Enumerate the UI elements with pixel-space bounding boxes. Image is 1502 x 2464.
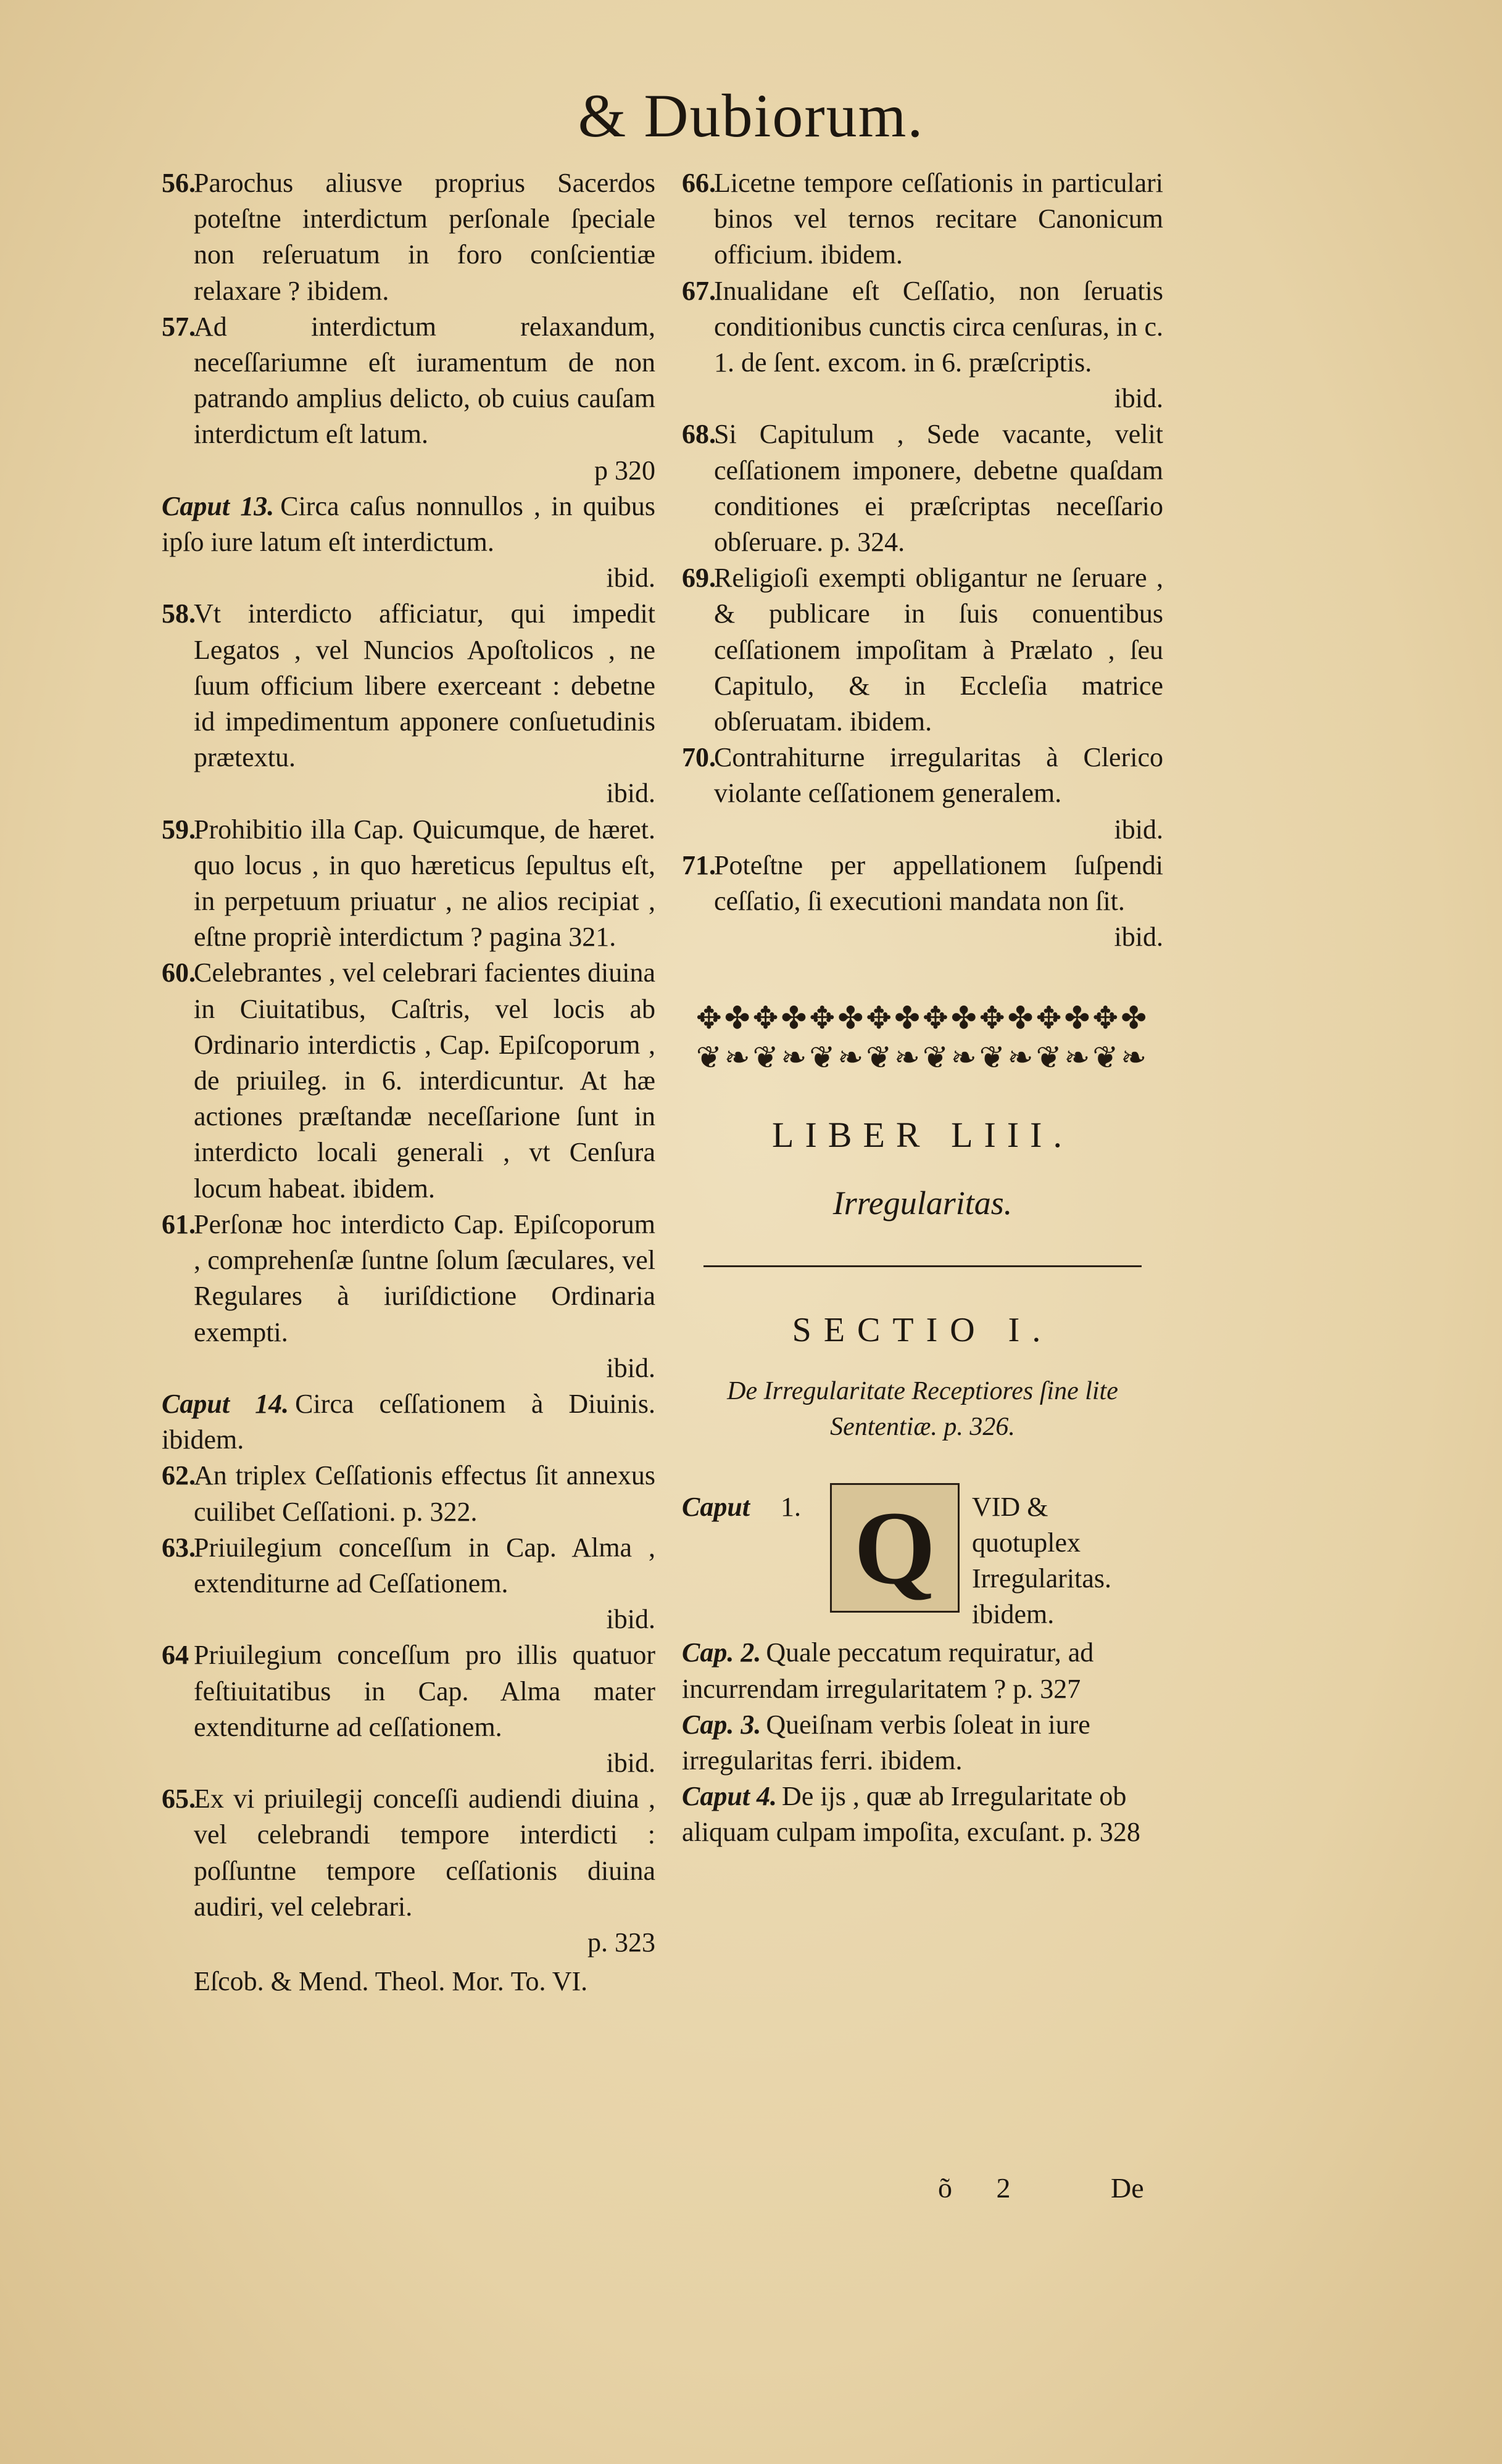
- horizontal-rule: [703, 1265, 1142, 1267]
- entry-number: 61.: [162, 1209, 196, 1239]
- index-entry: [162, 1637, 655, 1781]
- entry-text: An triplex Ceſſationis effectus ſit annexus cuilibet Ceſſationi. p. 322.: [194, 1460, 655, 1527]
- page-reference: ibid.: [606, 1352, 655, 1383]
- page-reference: ibid.: [606, 778, 655, 809]
- entry-text: Circa caſus nonnullos , in quibus ipſo iure latum eſt interdictum.: [162, 490, 655, 558]
- index-entry: [162, 596, 655, 811]
- index-entry: [162, 165, 655, 309]
- chapter-label: Cap. 2.: [682, 1637, 761, 1668]
- index-entry: [162, 812, 655, 956]
- entry-number: 62.: [162, 1460, 196, 1491]
- right-column: [682, 165, 1163, 1851]
- footer-volume: To. VI.: [510, 1966, 588, 1997]
- chapter-label: Cap. 3.: [682, 1709, 761, 1740]
- entry-number: 69.: [682, 563, 716, 593]
- entry-text: Poteſtne per appellationem ſuſpendi ceſſatio, ſi executioni mandata non ſit.: [714, 850, 1163, 917]
- entry-text: Perſonæ hoc interdicto Cap. Epiſcoporum , comprehenſæ ſuntne ſolum ſæculares, vel Regulares à iuriſdictione Ordinaria exempti.: [194, 1209, 655, 1347]
- book-subject: Irregularitas.: [832, 1184, 1013, 1222]
- index-entry: [682, 416, 1163, 560]
- decorated-initial: Q: [830, 1483, 960, 1613]
- page-reference: p 320: [594, 455, 655, 486]
- entry-number: 64: [162, 1640, 189, 1671]
- entry-number: 67.: [682, 275, 716, 306]
- section-heading: SECTIO I.: [792, 1311, 1053, 1350]
- entry-text: Celebrantes , vel celebrari facientes diuina in Ciuitatibus, Caſtris, vel locis ab Ordinario interdictis , Cap. Epiſcoporum , de priuileg. in 6. interdicuntur. At hæ actiones præſtandæ neceſſarione ſunt in interdicto locali generali , vt Cenſura locum habeat. ibidem.: [194, 957, 655, 1204]
- fleuron-row-icon: ✥✤✥✤✥✤✥✤✥✤✥✤✥✤✥✤: [695, 1001, 1150, 1036]
- entry-text: Contrahiturne irregularitas à Clerico violante ceſſationem generalem.: [714, 742, 1163, 809]
- fleuron-row-icon: ❦❧❦❧❦❧❦❧❦❧❦❧❦❧❦❧: [695, 1040, 1150, 1075]
- page-reference: ibid.: [606, 563, 655, 593]
- entry-text: Si Capitulum , Sede vacante, velit ceſſationem imponere, debetne quaſdam conditiones ei præſcriptas neceſſario obſeruare. p. 324.: [714, 419, 1163, 558]
- running-header: & Dubiorum.: [578, 81, 924, 150]
- entry-number: 63.: [162, 1532, 196, 1563]
- page-reference: ibid.: [606, 1604, 655, 1635]
- index-entry: [162, 1781, 655, 1961]
- chapter-entry: [682, 1779, 1163, 1850]
- entry-text: Priuilegium conceſſum in Cap. Alma , extenditurne ad Ceſſationem.: [194, 1532, 655, 1598]
- page-reference: ibid.: [1114, 814, 1163, 845]
- chapter-entry: [162, 1386, 655, 1458]
- entry-text: Prohibitio illa Cap. Quicumque, de hæret. quo locus , in quo hæreticus ſepultus eſt, in perpetuum priuatur , ne alios recipiat , eſtne propriè interdictum ? pagina 321.: [194, 814, 655, 953]
- chapter-entry: [682, 1635, 1163, 1706]
- index-entry: [682, 560, 1163, 740]
- entry-text: Circa ceſſationem à Diuinis. ibidem.: [162, 1388, 655, 1455]
- entry-text: Queiſnam verbis ſoleat in iure irregularitas ferri. ibidem.: [682, 1709, 1090, 1776]
- entry-number: 65.: [162, 1784, 196, 1814]
- entry-text: De ijs , quæ ab Irregularitate ob aliquam culpam impoſita, excuſant. p. 328: [682, 1781, 1140, 1848]
- chapter-entry: [682, 1707, 1163, 1779]
- entry-number: 66.: [682, 168, 716, 198]
- index-entry: [682, 273, 1163, 417]
- ornament-band: [682, 998, 1163, 1077]
- chapter-label: Caput 14.: [162, 1388, 289, 1419]
- catchword: De: [1111, 2172, 1144, 2204]
- entry-number: 68.: [682, 419, 716, 450]
- entry-text: Ad interdictum relaxandum, neceſſariumne eſt iuramentum de non patrando amplius delicto, ob cuius cauſam interdictum eſt latum.: [194, 311, 655, 450]
- chapter-label: Caput: [682, 1492, 750, 1523]
- entry-number: 59.: [162, 814, 196, 845]
- page-reference: p. 323: [587, 1927, 655, 1958]
- chapter-entry: [162, 489, 655, 597]
- section-description: De Irregularitate Receptiores ſine lite Sententiæ. p. 326.: [727, 1377, 1118, 1442]
- index-entry: [682, 848, 1163, 956]
- entry-text: Quale peccatum requiratur, ad incurrendam irregularitatem ? p. 327: [682, 1637, 1094, 1704]
- index-entry: [162, 1207, 655, 1386]
- left-column: [162, 165, 655, 1997]
- chapter-label: Caput 13.: [162, 490, 275, 521]
- entry-text: Vt interdicto afficiatur, qui impedit Legatos , vel Nuncios Apoſtolicos , ne ſuum officium libere exerceant : debetne id impedimentum apponere conſuetudinis prætextu.: [194, 598, 655, 773]
- entry-text: Religioſi exempti obligantur ne ſeruare , & publicare in ſuis conuentibus ceſſationem impoſitam à Prælato , ſeu Capitulo, & in Eccleſia matrice obſeruatam. ibidem.: [714, 563, 1163, 737]
- index-entry: [682, 165, 1163, 273]
- page-reference: ibid.: [1114, 383, 1163, 414]
- page-reference: ibid.: [606, 1747, 655, 1778]
- page-reference: ibid.: [1114, 922, 1163, 953]
- index-entry: [162, 1458, 655, 1529]
- chapter-number: 1.: [781, 1492, 801, 1523]
- entry-number: 60.: [162, 957, 196, 988]
- entry-text: Licetne tempore ceſſationis in particulari binos vel ternos recitare Canonicum officium. ibidem.: [714, 168, 1163, 270]
- index-entry: [682, 740, 1163, 848]
- chapter-label: Caput 4.: [682, 1781, 778, 1812]
- entry-number: 57.: [162, 311, 196, 342]
- index-entry: [162, 309, 655, 489]
- book-heading: LIBER LIII.: [772, 1115, 1073, 1156]
- entry-number: 70.: [682, 742, 716, 773]
- entry-number: 56.: [162, 168, 196, 198]
- index-entry: [162, 1530, 655, 1638]
- entry-number: 71.: [682, 850, 716, 880]
- entry-text: VID & quotuplex Irregularitas. ibidem.: [972, 1492, 1111, 1630]
- index-entry: [162, 955, 655, 1206]
- entry-text: Inualidane eſt Ceſſatio, non ſeruatis conditionibus cunctis circa cenſuras, in c. 1. de ſent. excom. in 6. præſcriptis.: [714, 275, 1163, 378]
- entry-number: 58.: [162, 598, 196, 629]
- entry-text: Priuilegium conceſſum pro illis quatuor feſtiuitatibus in Cap. Alma mater extenditurne ad ceſſationem.: [194, 1640, 655, 1742]
- footer-title: Eſcob. & Mend. Theol. Mor.: [194, 1966, 504, 1997]
- entry-text: Parochus aliusve proprius Sacerdos poteſtne interdictum perſonale ſpeciale non reſeruatum in foro conſcientiæ relaxare ? ibidem.: [194, 168, 655, 306]
- signature-mark: õ 2: [938, 2172, 1029, 2204]
- entry-text: Ex vi priuilegij conceſſi audiendi diuina , vel celebrandi tempore interdicti : poſſuntne tempore ceſſationis diuina audiri, vel celebrari.: [194, 1784, 655, 1922]
- footer-signature-line: [162, 1966, 655, 1997]
- chapter-one-entry: [682, 1489, 1163, 1635]
